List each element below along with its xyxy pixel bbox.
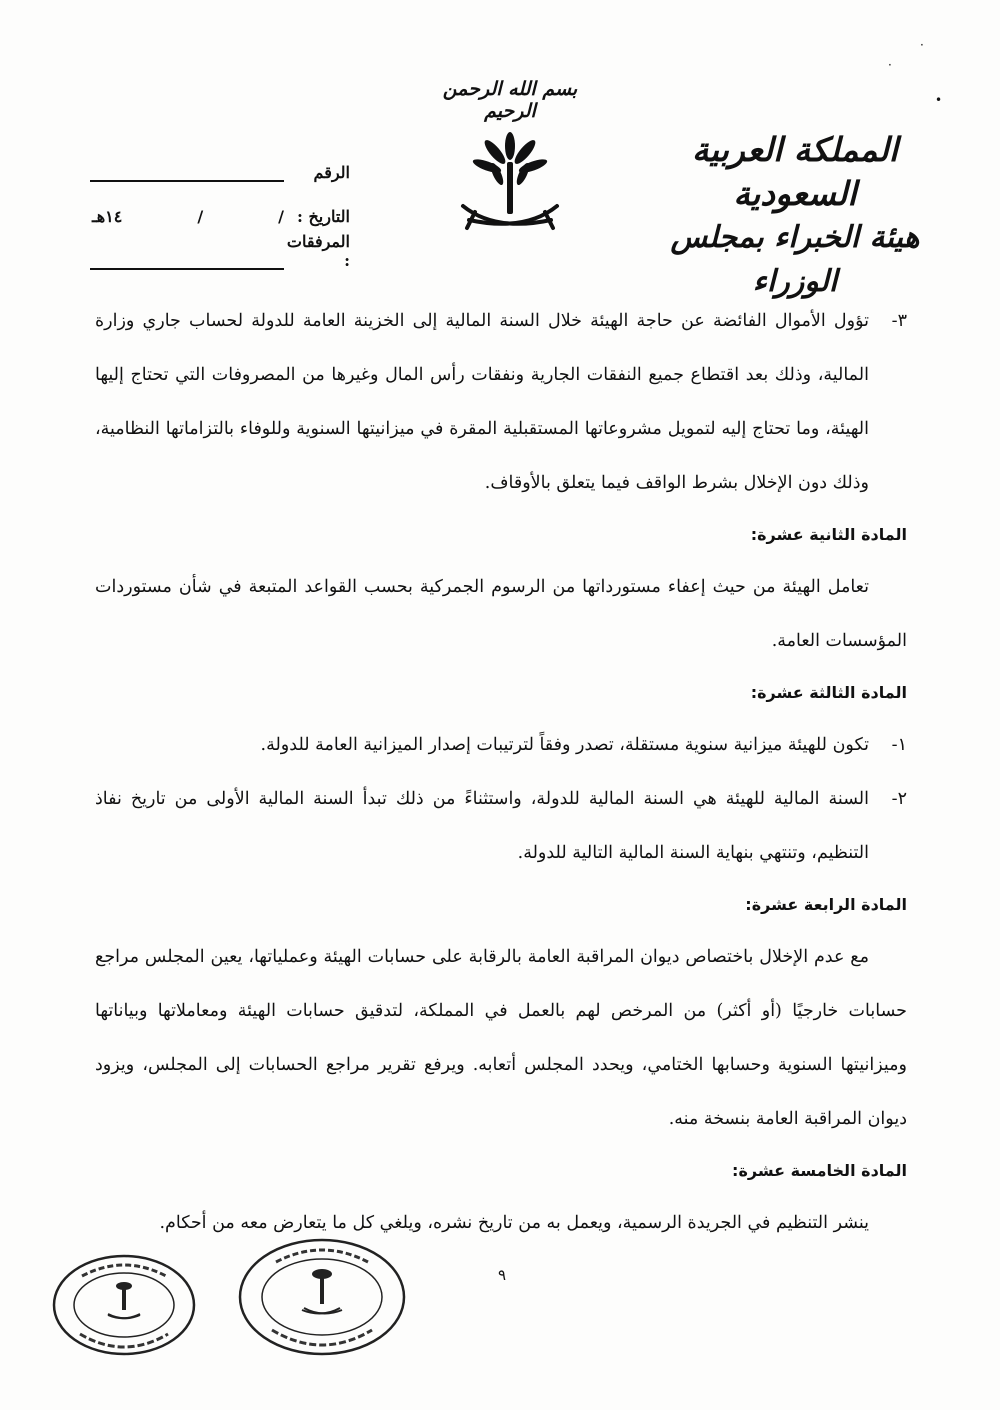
scan-speck: · [888,58,892,72]
date-parts [80,207,288,226]
article-14-text: مع عدم الإخلال باختصاص ديوان المراقبة العامة بالرقابة على حسابات الهيئة وعملياتها، يعين المجلس مراجع حسابات خارجيًا (أو أكثر) من المرخص لهم بالعمل في المملكة، لتدقيق حسابات الهيئة ومعاملاتها وبياناتها وميزانيتها السنوية وحسابها الختامي، ويحدد المجلس أتعابه. ويرفع تقرير مراجع الحسابات إلى المجلس، ويزود ديوان المراقبة العامة بنسخة منه. [95,947,907,1129]
date-row [80,182,350,226]
official-seal-council-secretariat-icon [50,1252,198,1358]
clause-number: ١- [891,735,907,755]
palm-and-swords-emblem-icon [455,128,565,238]
article-12-text: تعامل الهيئة من حيث إعفاء مستورداتها من الرسوم الجمركية بحسب القواعد المتبعة في شأن مستوردات المؤسسات العامة. [95,577,907,651]
official-seal-experts-commission-icon [236,1236,408,1358]
article-13-clause-1 [95,718,907,772]
org-line-2: هيئة الخبراء بمجلس الوزراء [670,220,920,299]
article-15-text: ينشر التنظيم في الجريدة الرسمية، ويعمل به من تاريخ نشره، ويلغي كل ما يتعارض معه من أحكام. [159,1213,869,1233]
clause-number: ٣- [891,311,907,331]
date-sep: / [278,207,284,226]
clause-number: ٢- [891,789,907,809]
letter-meta [80,138,350,270]
clause-text: تؤول الأموال الفائضة عن حاجة الهيئة خلال السنة المالية إلى الخزينة العامة للدولة لحساب جاري وزارة المالية، وذلك بعد اقتطاع جميع النفقات الجارية ونفقات رأس المال وغيرها من المصروفات التي تحتاج إليها الهيئة، وما تحتاج إليه لتمويل مشروعاتها المستقبلية المقرة في ميزانيتها السنوية وللوفاء بالتزاماتها النظامية، وذلك دون الإخلال بشرط الواقف فيما يتعلق بالأوقاف. [95,311,869,493]
date-sep: / [197,207,204,226]
article-13-heading: المادة الثالثة عشرة: [750,683,907,702]
reference-row [80,138,350,182]
attachments-line [90,258,284,270]
reference-label: الرقم [313,163,350,182]
scan-speck: • [935,93,943,107]
clause-text: تكون للهيئة ميزانية سنوية مستقلة، تصدر وفقاً لترتيبات إصدار الميزانية العامة للدولة. [260,735,869,755]
article-15-heading: المادة الخامسة عشرة: [732,1161,907,1180]
attachments-row [80,226,350,270]
scan-speck: · [920,38,924,52]
date-year-suffix: ١٤هـ [92,207,123,226]
org-line-1: المملكة العربية السعودية [692,130,898,213]
document-body [95,294,907,1250]
attachments-label: المرفقات : [286,232,350,270]
reference-line [90,170,284,182]
article-12-heading: المادة الثانية عشرة: [750,525,907,544]
clause-3 [95,294,907,510]
basmala: بسم الله الرحمن الرحيم [442,78,578,122]
date-label: التاريخ : [296,207,350,226]
clause-text: السنة المالية للهيئة هي السنة المالية للدولة، واستثناءً من ذلك تبدأ السنة المالية الأولى من تاريخ نفاذ التنظيم، وتنتهي بنهاية السنة المالية التالية للدولة. [95,789,869,863]
organization-title [645,128,945,304]
article-13-clause-2 [95,772,907,880]
page-number: ٩ [498,1266,507,1284]
article-14-heading: المادة الرابعة عشرة: [745,895,907,914]
